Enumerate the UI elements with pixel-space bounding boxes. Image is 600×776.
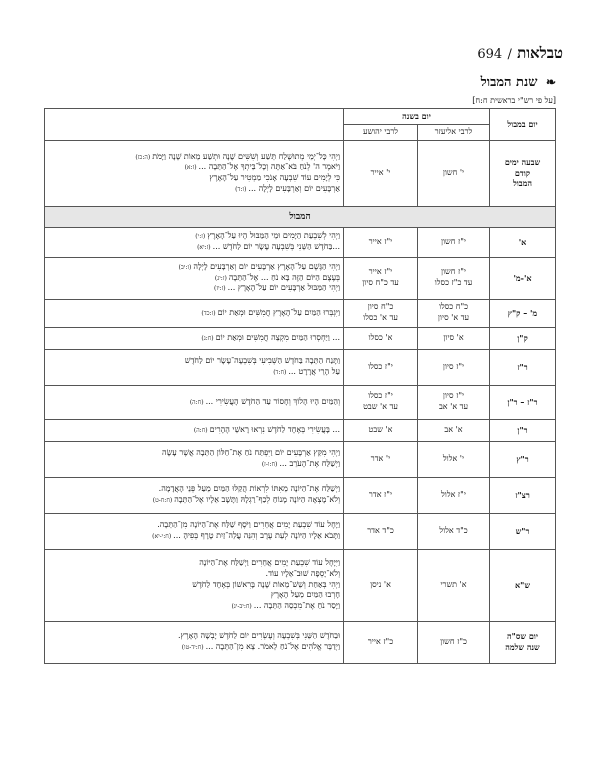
cell-yom-mabul [490,327,556,349]
band-label: המבול [45,206,556,227]
cell-line: עד א' כסלו [363,313,398,323]
cell-line: עד כ"ח סיון [362,278,399,288]
cell-line: כ"ז אייר [367,636,394,646]
cell-line: י' אייר [370,167,391,177]
verse-reference: (ח:ח-ט) [152,497,173,505]
verse-text: כִּי לְיָמִים עוֹד שִׁבְעָה אָנֹכִי מַמְטִיר עַל־הָאָרֶץ [209,173,340,183]
verse-text: וַתָּנַח הַתֵּבָה בַּחֹדֶשׁ הַשְּׁבִיעִי בְּשִׁבְעָה־עָשָׂר יוֹם לַחֹדֶשׁ [184,356,340,366]
cell-line: כ"ח סיון [367,302,394,312]
verse-text: חָרְבוּ הַמַּיִם מֵעַל הָאָרֶץ [270,590,340,600]
cell-line: י' אדר [370,453,391,463]
verse-text: ...בַּחֹדֶשׁ הַשֵּׁנִי בְּשִׁבְעָה עָשָׂר יוֹם לַחֹדֶשׁ ... [212,242,340,252]
cell-yom-mabul [490,621,556,663]
verse-text: וַיְדַבֵּר אֱלֹהִים אֶל־נֹחַ לֵאמֹר. צֵא מִן־הַתֵּבָה ... [205,642,340,652]
cell-verse [45,257,344,299]
verse-text: וַיָּחֶל עוֹד שִׁבְעַת יָמִים אֲחֵרִים וַיֹּסֶף שַׁלַּח אֶת־הַיּוֹנָה מִן־הַתֵּבָה. [157,520,340,530]
verse-text: וַיְהִי מִקֵּץ אַרְבָּעִים יוֹם וַיִּפְתַּח נֹחַ אֶת־חַלּוֹן הַתֵּבָה אֲשֶׁר עָשָׂה [162,448,340,458]
verse-text: ... בָּעֲשִׂירִי בְּאֶחָד לַחֹדֶשׁ נִרְאוּ רָאשֵׁי הֶהָרִים [209,424,340,434]
cell-line: יום שס"ה [507,631,538,642]
verse-reference: (ז:ד) [235,185,247,193]
verse-line [48,425,340,436]
cell-verse [45,621,344,663]
cell-line: י"ז סיון [442,361,465,371]
verse-reference: (ז:יג) [214,274,227,282]
verse-text: וַיְהִי לְשִׁבְעַת הַיָּמִים וּמֵי הַמַּבּוּל הָיוּ עַל־הָאָרֶץ [207,231,340,241]
cell-line: המבול [513,178,532,189]
source-note: [על פי רש"י בראשית ח:ח] [472,96,556,105]
cell-line: כ"ד אלול [439,525,468,535]
cell-yom-mabul [490,549,556,621]
table-row [45,621,556,663]
verse-line [48,162,340,173]
cell-yom-mabul [490,441,556,477]
table-row [45,441,556,477]
cell-rabbi-eliezer [418,349,490,385]
verse-reference: (ה:כז) [135,153,151,161]
verse-line [48,642,340,653]
header-rabbi-eliezer: לרבי אליעזר [418,124,490,140]
verse-line [48,356,340,367]
cell-rabbi-eliezer [418,621,490,663]
cell-line: י"ז סיון [442,391,465,401]
verse-reference: (ז:יז) [214,285,226,293]
cell-rabbi-yehoshua [344,140,418,206]
cell-line: י' אלול [442,453,465,463]
table-body [45,140,556,663]
cell-line: קודם [514,167,531,178]
table-row [45,549,556,621]
cell-rabbi-yehoshua [344,299,418,327]
cell-rabbi-yehoshua [344,441,418,477]
cell-line: שבעה ימים [504,156,541,167]
cell-line: עד א' שבט [363,402,398,412]
cell-line: י"ז אלול [441,489,466,499]
verse-line [48,367,340,378]
table-row [45,327,556,349]
cell-rabbi-yehoshua [344,385,418,419]
cell-line: י' חשון [442,167,465,177]
verse-line [48,569,340,580]
header-yom-mabul: יום במבול [490,109,556,141]
cell-line: י"ז אייר [368,267,393,277]
page-header [0,44,563,66]
cell-line: א'-מ' [513,272,532,283]
cell-yom-mabul [490,477,556,513]
separator: / [507,47,512,62]
cell-line: י"ז אדר [368,489,393,499]
cell-yom-mabul [490,349,556,385]
cell-line: א' סיון [443,332,464,342]
verse-line [48,283,340,294]
cell-line: כ"ח כסלו [438,302,469,312]
verse-reference: (ז:כד) [201,309,216,317]
cell-verse [45,549,344,621]
cell-rabbi-yehoshua [344,349,418,385]
cell-yom-mabul [490,227,556,257]
verse-reference: (ח:יב-יג) [231,603,252,611]
cell-verse [45,349,344,385]
verse-line [48,152,340,163]
cell-verse [45,477,344,513]
verse-line [48,231,340,242]
verse-text: וַיְהִי הַמַּבּוּל אַרְבָּעִים יוֹם עַל־הָאָרֶץ ... [227,283,340,293]
cell-line: שנה שלמה [505,642,540,653]
cell-yom-mabul [490,419,556,441]
verse-line [48,262,340,273]
cell-rabbi-eliezer [418,419,490,441]
verse-text: וְלֹא־יָסְפָה שׁוּב־אֵלָיו עוֹד. [265,568,340,578]
table-row [45,140,556,206]
running-head [477,44,563,63]
header-rabbi-yehoshua: לרבי יהושע [344,124,418,140]
cell-yom-mabul [490,299,556,327]
verse-line [48,495,340,506]
cell-line: כ"ד אדר [367,525,394,535]
cell-line: י"ז כסלו [368,391,393,401]
table-row [45,419,556,441]
cell-rabbi-eliezer [418,299,490,327]
verse-reference: (ח:ה) [189,398,204,406]
verse-reference: (ז:א) [184,164,197,172]
cell-line: י"ז כסלו [368,361,393,371]
verse-text: וַיִּגְבְּרוּ הַמַּיִם עַל־הָאָרֶץ חֲמִשִּׁים וּמְאַת יוֹם [217,307,340,317]
section-heading [481,74,556,90]
header-verse-blank [45,109,344,141]
table-row [45,227,556,257]
cell-line: מ' – ק"ץ [507,307,538,318]
verse-line [48,531,340,542]
verse-text: וְלֹא־מָצְאָה הַיּוֹנָה מָנוֹחַ לְכַף־רַגְלָהּ וַתָּשָׁב אֵלָיו אֶל־הַתֵּבָה [174,495,340,505]
verse-reference: (ח:ה) [193,426,208,434]
verse-text: וַתָּבֹא אֵלָיו הַיּוֹנָה לְעֵת עֶרֶב וְהִנֵּה עֲלֵה־זַיִת טָרָף בְּפִיהָ ... [173,531,340,541]
table-row [45,257,556,299]
table-row [45,385,556,419]
verse-text: וּבַחֹדֶשׁ הַשֵּׁנִי בְּשִׁבְעָה וְעֶשְׂרִים יוֹם לַחֹדֶשׁ יָבְשָׁה הָאָרֶץ. [177,631,340,641]
cell-rabbi-yehoshua [344,621,418,663]
cell-line: י"ז חשון [440,267,467,277]
verse-line [48,601,340,612]
cell-line: א' [518,236,527,247]
section-title: שנת המבול [480,75,538,90]
verse-line [48,590,340,601]
verse-line [48,273,340,284]
verse-text: וַיְשַׁלַּח אֶת־הַיּוֹנָה מֵאִתּוֹ לִרְאוֹת הֲקַלּוּ הַמַּיִם מֵעַל פְּנֵי הָאֲדָמָה. [158,484,340,494]
verse-line [48,558,340,569]
verse-text: וַיְהִי הַגֶּשֶׁם עַל־הָאָרֶץ אַרְבָּעִים יוֹם וְאַרְבָּעִים לָיְלָה [193,261,340,271]
ornament-icon: ❧ [545,75,556,89]
verse-line [48,242,340,253]
verse-text: וְהַמַּיִם הָיוּ הָלוֹךְ וְחָסוֹר עַד הַחֹדֶשׁ הָעֲשִׂירִי ... [205,396,340,406]
verse-reference: (ח:ג) [201,334,214,342]
cell-line: ר"ז – ר"ן [507,396,538,407]
cell-line: עד א' אב [438,402,469,412]
cell-rabbi-eliezer [418,477,490,513]
verse-line [48,520,340,531]
band-row [45,206,556,227]
cell-verse [45,299,344,327]
verse-line [48,184,340,195]
verse-line [48,448,340,459]
verse-reference: (ז:י) [195,233,206,241]
cell-line: ר"ן [517,424,528,435]
cell-rabbi-eliezer [418,140,490,206]
cell-rabbi-yehoshua [344,227,418,257]
cell-line: א' ניסן [370,579,391,589]
verse-reference: (ז:יב) [178,263,192,271]
cell-verse [45,441,344,477]
verse-text: וַיְהִי כָּל־יְמֵי מְתוּשֶׁלַח תֵּשַׁע וְשִׁשִּׁים שָׁנָה וּתְשַׁע מֵאוֹת שָׁנָה וַיָּמֹת [152,151,340,161]
table-row [45,477,556,513]
cell-rabbi-yehoshua [344,257,418,299]
cell-line: א' כסלו [368,332,393,342]
header-yom-bashana: יום בשנה [344,109,490,125]
cell-yom-mabul [490,257,556,299]
cell-line: א' תשרי [440,579,467,589]
table-row [45,513,556,549]
cell-rabbi-yehoshua [344,327,418,349]
cell-yom-mabul [490,513,556,549]
cell-line: ר"ז [517,361,528,372]
cell-verse [45,419,344,441]
cell-verse [45,140,344,206]
table-row [45,299,556,327]
verse-line [48,308,340,319]
cell-line: עד כ"ז כסלו [434,278,473,288]
verse-line [48,459,340,470]
verse-line [48,397,340,408]
verse-text: ... וַיַּחְסְרוּ הַמַּיִם מִקְצֵה חֲמִשִּׁים וּמְאַת יוֹם [215,332,340,342]
chapter-title: טבלאות [517,44,563,62]
cell-verse [45,513,344,549]
verse-text: וַיֹּאמֶר ה' לְנֹחַ בֹּא־אַתָּה וְכָל־בֵּיתְךָ אֶל־הַתֵּבָה ... [198,162,340,172]
verse-line [48,484,340,495]
cell-line: עד א' סיון [437,313,470,323]
verse-text: עַל הָרֵי אֲרָרָט ... [288,367,340,377]
cell-rabbi-yehoshua [344,419,418,441]
cell-rabbi-eliezer [418,257,490,299]
table-row [45,349,556,385]
verse-text: אַרְבָּעִים יוֹם וְאַרְבָּעִים לָיְלָה ... [248,183,340,193]
verse-reference: (ח:יד-טו) [181,644,204,652]
verse-text: וַיָּסַר נֹחַ אֶת־מִכְסֵה הַתֵּבָה ... [253,601,340,611]
cell-line: ר"ץ [516,453,529,464]
cell-rabbi-eliezer [418,549,490,621]
verse-reference: (ז:יא) [197,244,211,252]
verse-text: וַיְהִי בְּאַחַת וְשֵׁשׁ־מֵאוֹת שָׁנָה בָּרִאשׁוֹן בְּאֶחָד לַחֹדֶשׁ [192,579,340,589]
cell-rabbi-eliezer [418,513,490,549]
cell-line: י"ז חשון [440,236,467,246]
cell-rabbi-eliezer [418,385,490,419]
cell-rabbi-eliezer [418,327,490,349]
cell-rabbi-yehoshua [344,477,418,513]
cell-verse [45,227,344,257]
cell-rabbi-yehoshua [344,549,418,621]
verse-text: וַיְשַׁלַּח אֶת־הָעֹרֵב ... [279,459,340,469]
verse-reference: (ח:ד) [273,369,287,377]
cell-rabbi-yehoshua [344,513,418,549]
verse-line [48,580,340,591]
verse-line [48,333,340,344]
page-number: 694 [477,47,503,62]
cell-verse [45,385,344,419]
verse-line [48,631,340,642]
cell-line: א' אב [444,424,463,434]
cell-yom-mabul [490,140,556,206]
cell-rabbi-eliezer [418,441,490,477]
cell-rabbi-eliezer [418,227,490,257]
cell-verse [45,327,344,349]
cell-line: י"ז אייר [368,236,393,246]
cell-line: א' שבט [368,424,393,434]
cell-line: ש"א [515,579,530,590]
cell-line: ר"ש [515,525,530,536]
verse-line [48,173,340,184]
verse-reference: (ח:י-יא) [152,533,172,541]
cell-line: רצ"ז [515,489,530,500]
verse-text: וַיִּיָּחֶל עוֹד שִׁבְעַת יָמִים אֲחֵרִים וַיְשַׁלַּח אֶת־הַיּוֹנָה [199,558,340,568]
verse-text: בְּעֶצֶם הַיּוֹם הַזֶּה בָּא נֹחַ ... אֶל־הַתֵּבָה [228,272,340,282]
flood-year-table [44,108,556,664]
verse-reference: (ח:ו-ז) [261,461,278,469]
cell-yom-mabul [490,385,556,419]
header-row [45,109,556,125]
cell-line: ק"ן [517,332,528,343]
cell-line: כ"ז חשון [440,636,467,646]
